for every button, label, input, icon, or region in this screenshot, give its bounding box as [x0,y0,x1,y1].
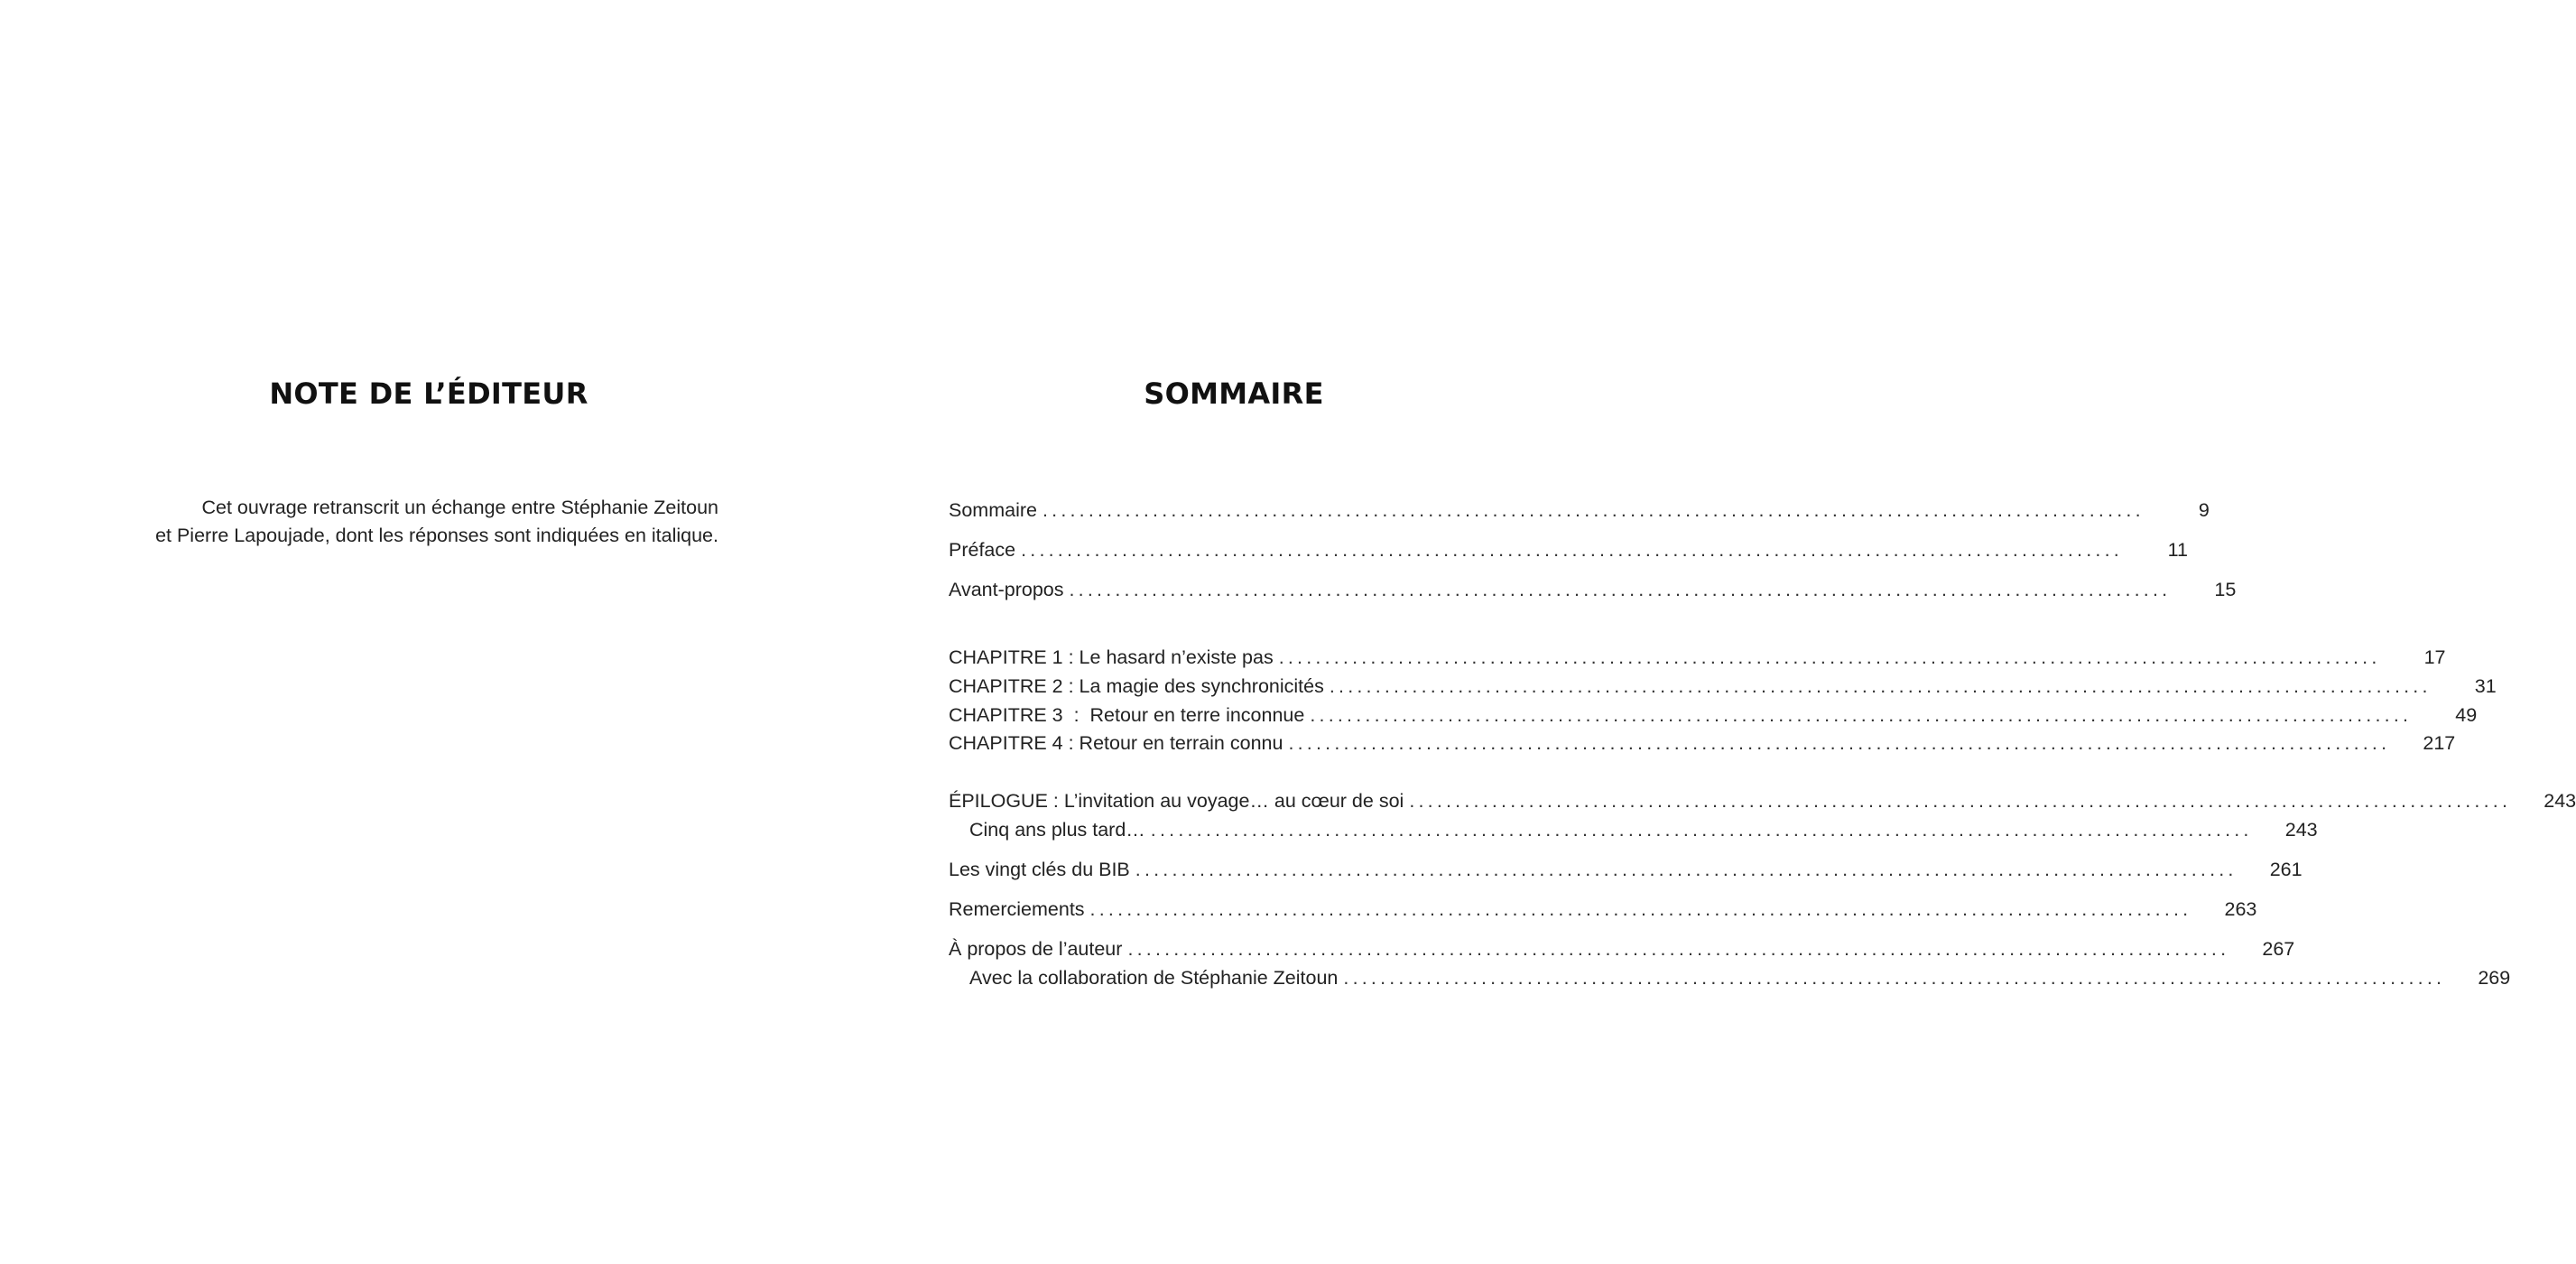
toc-leader-dots: ........................................................................................................................ [1343,967,2446,989]
toc-entry-page: 15 [2214,579,2237,600]
toc-entry-title: CHAPITRE 3 : Retour en terre inconnue [949,704,1305,726]
toc-leader-dots: ........................................................................................................................ [1409,790,2512,812]
toc-entry-page: 31 [2474,675,2497,697]
toc-entry-title: CHAPITRE 4 : Retour en terrain connu [949,732,1283,754]
toc-entry-vingt-cles [949,856,2303,883]
right-page [822,0,2576,1264]
toc-entry-page: 261 [2269,859,2303,880]
toc-entry-page: 243 [2544,790,2576,812]
toc-entry-preface [949,536,2188,563]
toc-entry-title: ÉPILOGUE : L’invitation au voyage… au cœur de soi [949,790,1404,812]
toc-entry-page: 263 [2224,898,2257,920]
toc-entry-page: 267 [2262,938,2295,960]
toc-entry-title: Les vingt clés du BIB [949,859,1130,880]
toc-leader-dots: ........................................................................................................................ [1089,898,2192,920]
toc-entry-page: 17 [2423,646,2446,668]
toc-entry-title: CHAPITRE 2 : La magie des synchronicités [949,675,1324,697]
toc-leader-dots: ........................................................................................................................ [1288,732,2391,754]
toc-entry-title: Sommaire [949,499,1037,521]
editor-note-body [117,494,718,550]
toc-leader-dots: ........................................................................................................................ [1069,579,2172,600]
toc-leader-dots: ........................................................................................................................ [1042,499,2145,521]
toc-leader-dots: ........................................................................................................................ [1135,859,2238,880]
editor-note-line: et Pierre Lapoujade, dont les réponses sont indiquées en italique. [155,525,718,546]
toc-entry-page: 11 [2167,539,2188,561]
toc-entry-title: Avant-propos [949,579,1064,600]
toc-entry-page: 9 [2198,499,2210,521]
toc-entry-page: 243 [2284,819,2318,841]
toc-entry-page: 217 [2423,732,2456,754]
toc-entry-avant-propos [949,576,2237,603]
toc-leader-dots: ........................................................................................................................ [1021,539,2123,561]
editor-note-line: Cet ouvrage retranscrit un échange entre Stéphanie Zeitoun [201,497,718,518]
toc-leader-dots: ........................................................................................................................ [1278,646,2381,668]
toc-entry-title: Avec la collaboration de Stéphanie Zeitoun [969,967,1339,989]
toc-entry-title: CHAPITRE 1 : Le hasard n’existe pas [949,646,1274,668]
toc-entry-title: Préface [949,539,1016,561]
toc-entry-chapitre-4 [949,730,2456,757]
editor-note-title: NOTE DE L’ÉDITEUR [269,376,588,411]
table-of-contents [822,0,2576,1264]
table-of-contents-title: SOMMAIRE [1144,376,1324,411]
toc-entry-remerciements [949,896,2257,923]
toc-entry-epilogue [949,787,2576,814]
toc-entry-title: À propos de l’auteur [949,938,1123,960]
toc-leader-dots: ........................................................................................................................ [1127,938,2230,960]
toc-entry-page: 269 [2478,967,2511,989]
toc-entry-title: Remerciements [949,898,1085,920]
toc-leader-dots: ........................................................................................................................ [1329,675,2432,697]
toc-leader-dots: ........................................................................................................................ [1150,819,2253,841]
toc-entry-page: 49 [2455,704,2478,726]
toc-leader-dots: ........................................................................................................................ [1310,704,2413,726]
toc-entry-sommaire [949,497,2210,524]
toc-entry-cinq-ans [949,816,2318,843]
toc-entry-chapitre-2 [949,673,2497,700]
toc-entry-title: Cinq ans plus tard… [969,819,1145,841]
left-page [0,0,822,1264]
toc-entry-chapitre-3 [949,702,2478,729]
toc-entry-a-propos [949,935,2295,962]
toc-entry-collaboration [949,964,2511,991]
toc-entry-chapitre-1 [949,644,2446,671]
